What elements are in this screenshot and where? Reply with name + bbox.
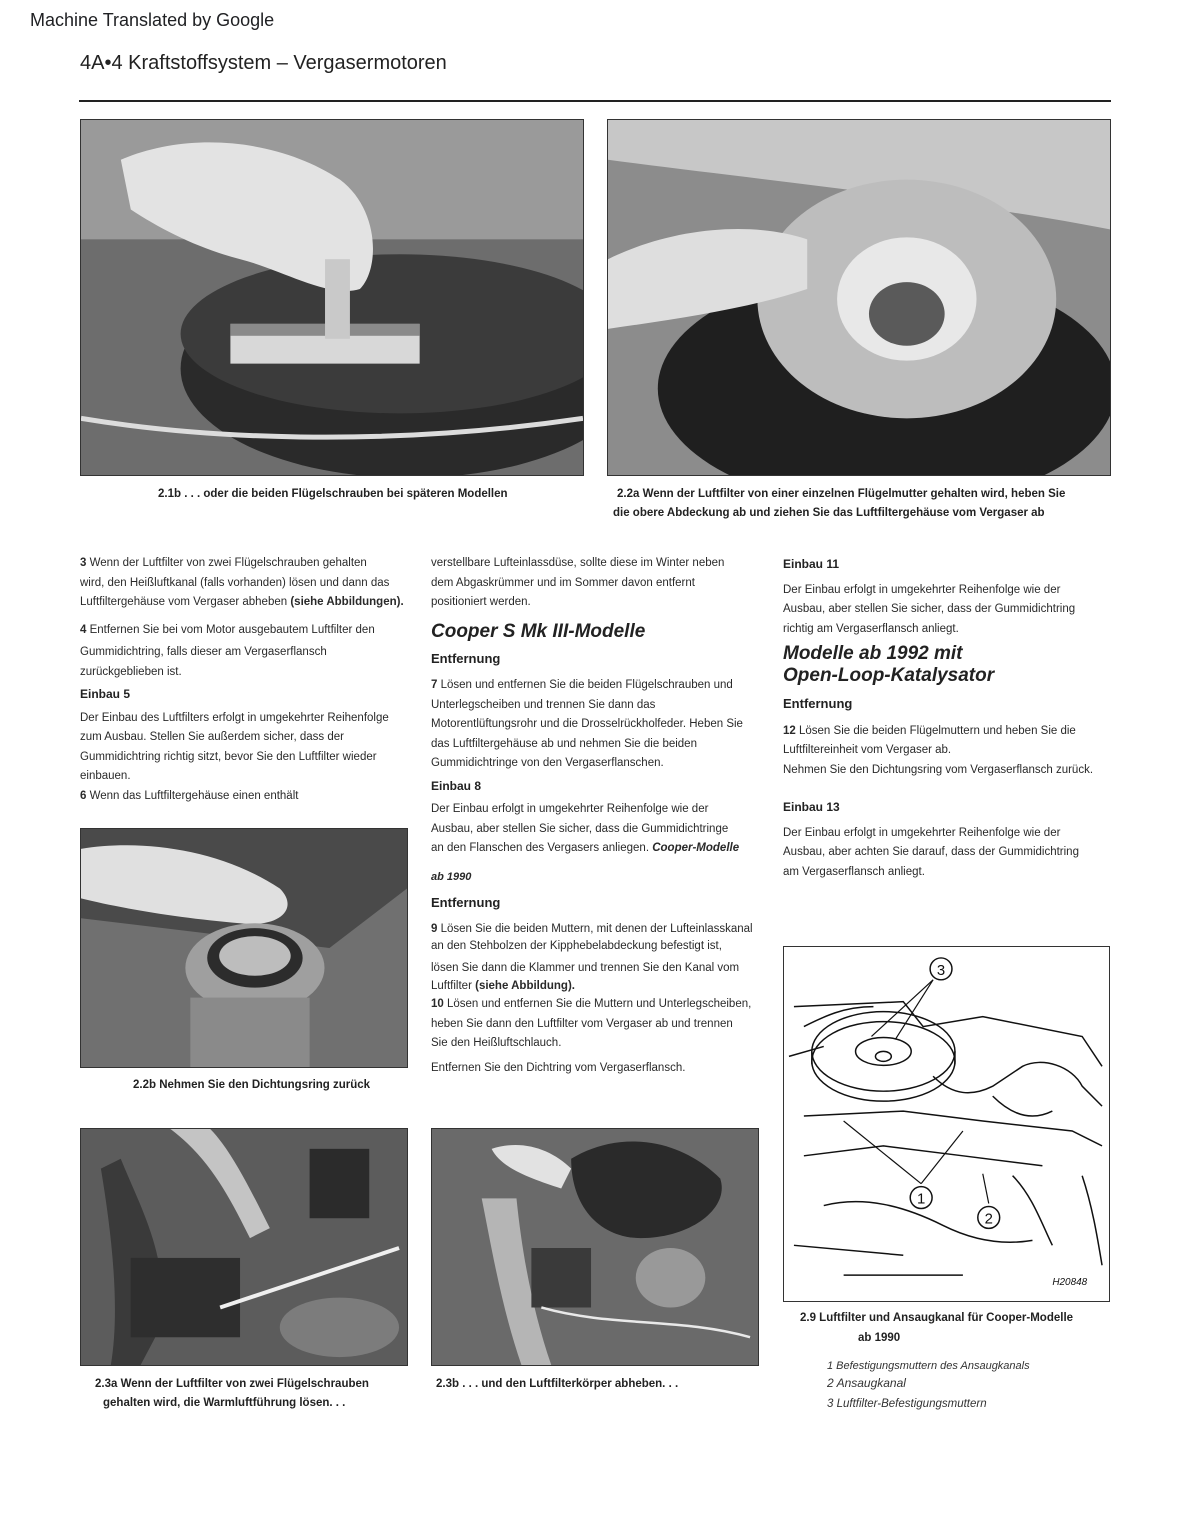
para-10-line3: Sie den Heißluftschlauch. [431, 1036, 562, 1049]
para-10-line2: heben Sie dann den Luftfilter vom Vergaser ab und trennen [431, 1017, 733, 1030]
para-10-number: 10 [431, 997, 444, 1010]
einbau-5-line3: Gummidichtring richtig sitzt, bevor Sie den Luftfilter wieder [80, 750, 377, 763]
einbau-5-line4: einbauen. [80, 770, 131, 782]
para-9-line4: Luftfilter [431, 979, 476, 992]
einbau-5-line1: Der Einbau des Luftfilters erfolgt in umgekehrter Reihenfolge [80, 711, 389, 724]
page-header-title: 4A•4 Kraftstoffsystem – Vergasermotoren [80, 52, 447, 74]
para-9-number: 9 [431, 922, 438, 935]
column-2-text [431, 554, 776, 1078]
para-3-figure-ref: (siehe Abbildungen). [290, 596, 404, 608]
para-7-line4: das Luftfiltergehäuse ab und nehmen Sie die beiden [431, 737, 697, 750]
legend-item-2: 2 Ansaugkanal [827, 1376, 906, 1390]
photo-2-1b [80, 119, 584, 476]
einbau-13-line3: am Vergaserflansch anliegt. [783, 865, 925, 878]
col2-top-line3: positioniert werden. [431, 596, 531, 608]
para-12-line3: Nehmen Sie den Dichtungsring vom Vergaserflansch zurück. [783, 763, 1094, 776]
para-9-figure-ref: (siehe Abbildung). [475, 979, 575, 992]
para-4-line3: zurückgeblieben ist. [80, 665, 182, 678]
diagram-reference: H20848 [1052, 1277, 1088, 1289]
column-1-text [80, 554, 425, 806]
caption-2-2b: 2.2b Nehmen Sie den Dichtungsring zurück [133, 1079, 371, 1091]
diagram-callout-1: 1 [917, 1191, 926, 1208]
einbau-11-line1: Der Einbau erfolgt in umgekehrter Reihenfolge wie der [783, 583, 1061, 596]
cooper-models-heading-a: Cooper-Modelle [652, 842, 740, 854]
einbau-8-line3: an den Flanschen des Vergasers anliegen. [431, 842, 653, 854]
einbau-8-heading: Einbau 8 [431, 778, 482, 793]
para-4-number: 4 [80, 623, 87, 636]
caption-2-3b: 2.3b . . . und den Luftfilterkörper abheben. . . [436, 1378, 679, 1390]
para-12-line2: Luftfiltereinheit vom Vergaser ab. [783, 744, 952, 756]
photo-2-2a [607, 119, 1111, 476]
photo-2-3a [80, 1128, 408, 1366]
einbau-13-line2: Ausbau, aber achten Sie darauf, dass der Gummidichtring [783, 846, 1079, 858]
einbau-13-heading: Einbau 13 [783, 800, 840, 814]
einbau-11-heading: Einbau 11 [783, 557, 840, 571]
caption-2-9-line2: ab 1990 [858, 1332, 901, 1344]
caption-2-3a-line2: gehalten wird, die Warmluftführung lösen. . . [103, 1397, 346, 1409]
para-3-line2: wird, den Heißluftkanal (falls vorhanden) lösen und dann das [80, 576, 390, 589]
para-7-line1: Lösen und entfernen Sie die beiden Flügelschrauben und [437, 679, 733, 691]
photo-2-2b [80, 828, 408, 1068]
para-6-number: 6 [80, 789, 87, 802]
para-7-line5: Gummidichtringe von den Vergaserflanschen. [431, 757, 664, 769]
para-10-line4: Entfernen Sie den Dichtring vom Vergaserflansch. [431, 1061, 686, 1074]
machine-translation-watermark: Machine Translated by Google [30, 10, 275, 30]
legend-item-1: 1 Befestigungsmuttern des Ansaugkanals [827, 1360, 1030, 1372]
einbau-8-line1: Der Einbau erfolgt in umgekehrter Reihenfolge wie der [431, 803, 709, 815]
caption-2-1b: 2.1b . . . oder die beiden Flügelschrauben bei späteren Modellen [158, 488, 508, 500]
entfernung-heading-1: Entfernung [431, 650, 501, 666]
header-rule [79, 100, 1111, 102]
col2-top-line1: verstellbare Lufteinlassdüse, sollte diese im Winter neben [431, 557, 725, 569]
diagram-callout-3: 3 [936, 962, 946, 979]
col2-top-line2: dem Abgaskrümmer und im Sommer davon entfernt [431, 576, 695, 589]
para-3-line1: Wenn der Luftfilter von zwei Flügelschrauben gehalten [86, 557, 367, 569]
caption-2-3a-line1: 2.3a Wenn der Luftfilter von zwei Flügelschrauben [95, 1378, 369, 1390]
caption-2-2a-line1: 2.2a Wenn der Luftfilter von einer einzelnen Flügelmutter gehalten wird, heben Sie [617, 488, 1066, 500]
section-cooper-s-mk3: Cooper S Mk III-Modelle [431, 620, 646, 642]
einbau-11-line3: richtig am Vergaserflansch anliegt. [783, 622, 959, 635]
section-ab-1992-line1: Modelle ab 1992 mit [783, 643, 963, 664]
column-3-text [783, 555, 1123, 882]
para-10-line1: Lösen und entfernen Sie die Muttern und Unterlegscheiben, [443, 997, 752, 1010]
cooper-models-heading-b: ab 1990 [431, 870, 472, 883]
para-3-number: 3 [80, 557, 87, 569]
einbau-5-line2: zum Ausbau. Stellen Sie außerdem sicher, dass der [80, 731, 345, 743]
einbau-11-line2: Ausbau, aber stellen Sie sicher, dass der Gummidichtring [783, 603, 1076, 615]
einbau-5-heading: Einbau 5 [80, 687, 131, 701]
diagram-2-9 [783, 946, 1110, 1302]
para-4-line1: Entfernen Sie bei vom Motor ausgebautem Luftfilter den [86, 623, 375, 636]
para-7-line2: Unterlegscheiben und trennen Sie dann das [431, 698, 656, 711]
diagram-callout-2: 2 [984, 1211, 993, 1228]
para-9-line1: Lösen Sie die beiden Muttern, mit denen der Lufteinlasskanal [437, 922, 753, 935]
entfernung-heading-3: Entfernung [783, 696, 853, 711]
para-9-line2: an den Stehbolzen der Kipphebelabdeckung befestigt ist, [431, 939, 722, 952]
para-6-line1: Wenn das Luftfiltergehäuse einen enthält [86, 789, 299, 802]
para-7-number: 7 [431, 679, 438, 691]
caption-2-2a-line2: die obere Abdeckung ab und ziehen Sie das Luftfiltergehäuse vom Vergaser ab [613, 507, 1045, 519]
para-3-line3: Luftfiltergehäuse vom Vergaser abheben [80, 596, 291, 608]
photo-2-3b [431, 1128, 759, 1366]
para-12-line1: Lösen Sie die beiden Flügelmuttern und heben Sie die [795, 724, 1076, 737]
para-7-line3: Motorentlüftungsrohr und die Drosselrückholfeder. Heben Sie [431, 718, 743, 730]
para-4-line2: Gummidichtring, falls dieser am Vergaserflansch [80, 646, 327, 658]
para-12-number: 12 [783, 724, 796, 737]
legend-item-3: 3 Luftfilter-Befestigungsmuttern [827, 1398, 987, 1410]
para-9-line3: lösen Sie dann die Klammer und trennen Sie den Kanal vom [431, 961, 740, 974]
section-ab-1992-line2: Open-Loop-Katalysator [783, 665, 995, 686]
caption-2-9-line1: 2.9 Luftfilter und Ansaugkanal für Cooper-Modelle [800, 1312, 1074, 1324]
entfernung-heading-2: Entfernung [431, 895, 501, 910]
einbau-8-line2: Ausbau, aber stellen Sie sicher, dass die Gummidichtringe [431, 822, 729, 835]
einbau-13-line1: Der Einbau erfolgt in umgekehrter Reihenfolge wie der [783, 826, 1061, 839]
